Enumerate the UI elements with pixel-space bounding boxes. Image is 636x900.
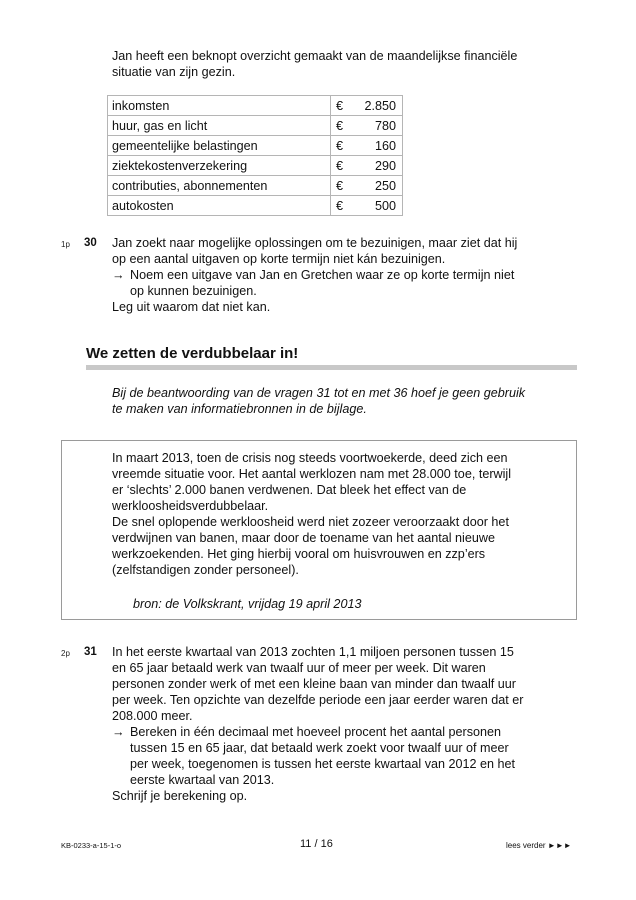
intro-line: Jan heeft een beknopt overzicht gemaakt van de maandelijkse financiële [112, 49, 518, 63]
source-line: (zelfstandigen zonder personeel). [112, 563, 299, 577]
intro-paragraph [112, 48, 582, 80]
question-number: 31 [84, 646, 97, 658]
currency-symbol: € [331, 196, 348, 216]
question-31-text [112, 644, 572, 804]
row-label: gemeentelijke belastingen [108, 136, 331, 156]
task-line: Bereken in één decimaal met hoeveel procent het aantal personen [130, 725, 502, 739]
row-label: inkomsten [108, 96, 331, 116]
row-label: ziektekostenverzekering [108, 156, 331, 176]
currency-symbol: € [331, 96, 348, 116]
currency-symbol: € [331, 176, 348, 196]
source-line: verdwijnen van banen, maar door de toename van het aantal nieuwe [112, 531, 495, 545]
arrow-icon: → [112, 268, 125, 282]
row-amount: 250 [347, 176, 403, 196]
section-divider [86, 365, 577, 370]
source-reference: bron: de Volkskrant, vrijdag 19 april 2013 [133, 597, 362, 611]
question-line: 208.000 meer. [112, 709, 193, 723]
note-line: Bij de beantwoording van de vragen 31 tot en met 36 hoef je geen gebruik [112, 386, 526, 400]
row-amount: 500 [347, 196, 403, 216]
question-line: Leg uit waarom dat niet kan. [112, 300, 271, 314]
currency-symbol: € [331, 156, 348, 176]
source-line: werkloosheidsverdubbelaar. [112, 499, 269, 513]
footer-exam-code: KB-0233-a-15-1-o [61, 841, 122, 850]
table-row [108, 96, 403, 116]
note-line: te maken van informatiebronnen in de bijlage. [112, 402, 367, 416]
question-line: en 65 jaar betaald werk van twaalf uur of meer per week. Dit waren [112, 661, 486, 675]
table-row [108, 136, 403, 156]
question-points: 1p [61, 240, 70, 249]
source-line: De snel oplopende werkloosheid werd niet zozeer veroorzaakt door het [112, 515, 509, 529]
question-line: Schrijf je berekening op. [112, 789, 248, 803]
question-line: op een aantal uitgaven op korte termijn niet kán bezuinigen. [112, 252, 446, 266]
arrow-icon: → [112, 725, 125, 739]
question-line: Jan zoekt naar mogelijke oplossingen om te bezuinigen, maar ziet dat hij [112, 236, 518, 250]
row-label: huur, gas en licht [108, 116, 331, 136]
row-label: autokosten [108, 196, 331, 216]
currency-symbol: € [331, 116, 348, 136]
section-title: We zetten de verdubbelaar in! [86, 345, 299, 362]
question-line: personen zonder werk of met een kleine baan van minder dan twaalf uur [112, 677, 516, 691]
source-line: In maart 2013, toen de crisis nog steeds voortwoekerde, deed zich een [112, 451, 508, 465]
question-line: per week. Ten opzichte van dezelfde periode een jaar eerder waren dat er [112, 693, 524, 707]
question-number: 30 [84, 237, 97, 249]
table-row [108, 176, 403, 196]
row-amount: 290 [347, 156, 403, 176]
finance-table [107, 95, 403, 216]
row-amount: 780 [347, 116, 403, 136]
currency-symbol: € [331, 136, 348, 156]
question-points: 2p [61, 649, 70, 658]
task-block [112, 267, 572, 299]
footer-continue: lees verder ►►► [506, 841, 572, 850]
row-label: contributies, abonnementen [108, 176, 331, 196]
task-line: eerste kwartaal van 2013. [130, 773, 275, 787]
source-text [112, 450, 557, 578]
question-30-text [112, 235, 572, 315]
task-line: Noem een uitgave van Jan en Gretchen waar ze op korte termijn niet [130, 268, 515, 282]
table-row [108, 156, 403, 176]
source-line: er ‘slechts’ 2.000 banen verdwenen. Dat bleek het effect van de [112, 483, 467, 497]
table-row [108, 116, 403, 136]
question-line: In het eerste kwartaal van 2013 zochten 1,1 miljoen personen tussen 15 [112, 645, 514, 659]
source-line: vreemde situatie voor. Het aantal werklozen nam met 28.000 toe, terwijl [112, 467, 512, 481]
task-line: tussen 15 en 65 jaar, dat betaald werk zoekt voor twaalf uur of meer [130, 741, 509, 755]
instruction-note [112, 385, 582, 417]
intro-line: situatie van zijn gezin. [112, 65, 236, 79]
source-line: werkzoekenden. Het ging hierbij vooral om huisvrouwen en zzp’ers [112, 547, 486, 561]
task-line: per week, toegenomen is tussen het eerste kwartaal van 2012 en het [130, 757, 516, 771]
row-amount: 2.850 [347, 96, 403, 116]
task-block [112, 724, 572, 788]
row-amount: 160 [347, 136, 403, 156]
task-line: op kunnen bezuinigen. [130, 284, 257, 298]
footer-page-number: 11 / 16 [300, 838, 333, 850]
table-row [108, 196, 403, 216]
